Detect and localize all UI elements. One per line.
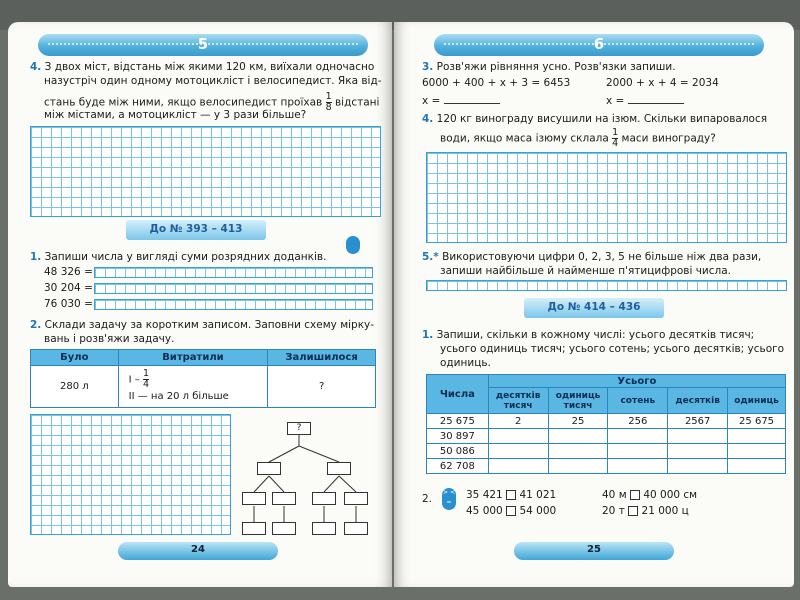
answer-line: x = [422,94,500,108]
task-4-line2: назустріч один одному мотоцикліст і велосипедист. Яка від- [44,75,382,87]
scheme-box[interactable] [344,492,368,505]
table-cell[interactable] [668,429,728,444]
equation: 6000 + 400 + x + 3 = 6453 [422,77,571,89]
compare-box[interactable] [506,490,516,500]
answer-blank[interactable] [444,103,500,104]
table-cell[interactable]: 2567 [668,414,728,429]
header-ribbon [434,34,764,56]
table-cell: ? [268,366,376,408]
task-1-text: 1. Запиши, скільки в кожному числі: усього десятків тисяч; [422,329,755,341]
table-cell: 280 л [31,366,119,408]
table-cell[interactable] [488,444,548,459]
table-cell[interactable] [608,459,668,474]
table-header: десятків тисяч [488,388,548,414]
compare-box[interactable] [506,506,516,516]
table-cell[interactable] [488,429,548,444]
table-cell: 25 675 [427,414,489,429]
scheme-box[interactable] [272,492,296,505]
scheme-box[interactable] [312,492,336,505]
scheme-box[interactable] [327,462,351,475]
task-2-text: 2. Склади задачу за коротким записом. Заповни схему мірку- [30,319,375,331]
table-cell[interactable]: 25 [548,414,608,429]
section-banner: До № 393 – 413 [126,220,266,240]
sum-grid[interactable] [94,299,373,310]
table-cell[interactable] [608,444,668,459]
task-1-line2: усього одиниць тисяч; усього сотень; усього десятків; усього [440,343,785,355]
page-number: 25 [587,544,601,555]
right-page [394,22,794,587]
task-3-text: 3. Розв'яжи рівняння усно. Розв'язки запиши. [422,61,676,73]
task-5-line2: запиши найбільше й найменше п'ятицифрові числа. [440,265,732,277]
table-cell: 62 708 [427,459,489,474]
table-cell[interactable]: 25 675 [728,414,786,429]
table-cell[interactable] [488,459,548,474]
table-cell[interactable]: 2 [488,414,548,429]
task-4-line4: між містами, а мотоцикліст — у 3 рази більше? [44,109,307,121]
answer-grid[interactable] [426,152,787,243]
scheme-box[interactable] [272,522,296,535]
compare-row: 40 м 40 000 см [602,489,698,501]
fraction: $\frac{1}{8}$ [325,91,332,113]
answer-line: x = [606,94,684,108]
answer-strip[interactable] [426,280,787,291]
header-number: 5 [197,35,209,53]
sum-grid[interactable] [94,283,373,294]
answer-blank[interactable] [628,103,684,104]
task-2-number: 2. [422,493,433,505]
scheme-box[interactable]: ? [287,422,311,435]
page-number-ribbon [118,542,278,560]
table-cell: 50 086 [427,444,489,459]
table-header: Числа [427,375,489,414]
table-cell[interactable] [548,459,608,474]
section-banner: До № 414 – 436 [524,298,664,318]
scheme-box[interactable] [312,522,336,535]
table-header: одиниць [728,388,786,414]
table-cell[interactable] [668,444,728,459]
table-cell: 30 897 [427,429,489,444]
table-header: десятків [668,388,728,414]
task-1-text: 1. Запиши числа у вигляді суми розрядних доданків. [30,251,327,263]
sum-item: 48 326 = [44,266,93,278]
owl-icon [346,236,360,254]
table-cell: I – $\frac{1}{4}$ II — на 20 л більше [118,366,268,408]
header-ribbon [38,34,368,56]
table-header: Витратили [118,350,268,366]
table-header: сотень [608,388,668,414]
table-cell[interactable] [608,429,668,444]
scheme-box[interactable] [242,492,266,505]
equation: 2000 + x + 4 = 2034 [606,77,719,89]
task-1-line3: одиниць. [440,357,491,369]
left-page [8,22,392,587]
table-cell[interactable] [548,429,608,444]
short-record-table [30,349,376,408]
task-4-text: 4. З двох міст, відстань між якими 120 км, виїхали одночасно [30,61,375,73]
table-cell[interactable] [728,444,786,459]
table-cell[interactable]: 256 [608,414,668,429]
table-header: Усього [488,375,785,388]
compare-badge-icon: > < = [442,488,456,510]
table-header: Залишилося [268,350,376,366]
task-4-line3: стань буде між ними, якщо велосипедист проїхав $\frac{1}{8}$ відстані [44,91,380,113]
sum-grid[interactable] [94,267,373,278]
compare-box[interactable] [628,506,638,516]
sum-item: 30 204 = [44,282,93,294]
compare-box[interactable] [630,490,640,500]
answer-grid[interactable] [30,126,381,217]
sum-item: 76 030 = [44,298,93,310]
task-4-line2: води, якщо маса ізюму склала $\frac{1}{4}$ маси винограду? [440,127,716,149]
scheme-box[interactable] [242,522,266,535]
task-5-text: 5.* Використовуючи цифри 0, 2, 3, 5 не більше ніж два рази, [422,251,762,263]
header-number: 6 [593,35,605,53]
table-header: Було [31,350,119,366]
compare-row: 35 421 41 021 [466,489,557,501]
table-cell[interactable] [728,429,786,444]
table-cell[interactable] [668,459,728,474]
task-2-line2: вань і розв'яжи задачу. [44,333,175,345]
scheme-box[interactable] [257,462,281,475]
solution-grid[interactable] [30,414,231,535]
task-4-text: 4. 120 кг винограду висушили на ізюм. Скільки випаровалося [422,113,768,125]
table-cell[interactable] [548,444,608,459]
table-cell[interactable] [728,459,786,474]
table-header: одиниць тисяч [548,388,608,414]
compare-row: 20 т 21 000 ц [602,505,689,517]
compare-row: 45 000 54 000 [466,505,557,517]
page-number: 24 [191,544,205,555]
fraction: $\frac{1}{4}$ [612,127,619,149]
digits-table [426,374,786,474]
scheme-box[interactable] [344,522,368,535]
page-number-ribbon [514,542,674,560]
